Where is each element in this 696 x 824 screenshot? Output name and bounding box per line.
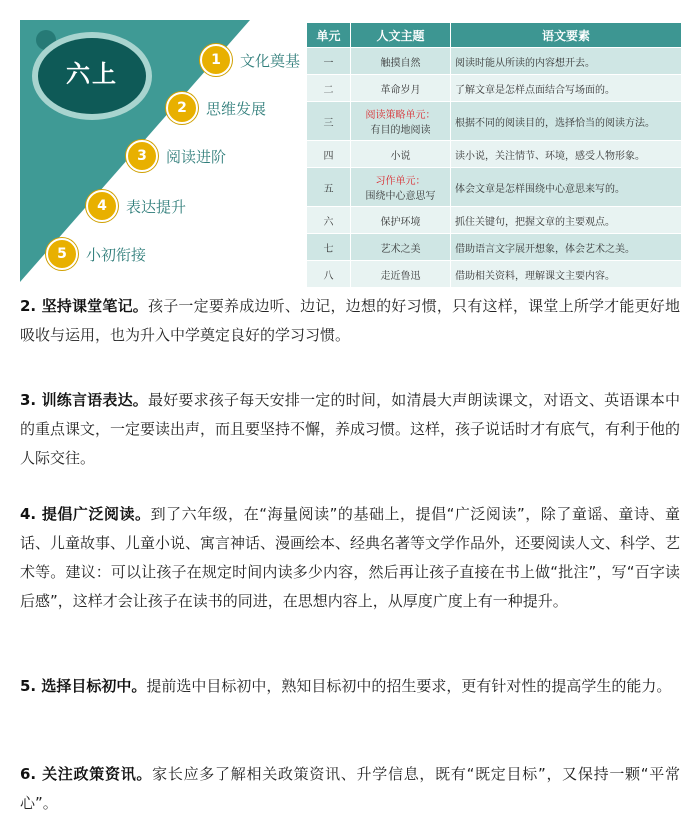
unit-cell: 三 [307,102,351,141]
step-label: 表达提升 [126,197,187,216]
element-cell: 读小说，关注情节、环境，感受人物形象。 [451,141,682,168]
table-row [307,234,682,261]
step-number-badge: 5 [46,238,78,270]
step-1 [200,44,300,76]
header-theme: 人文主题 [351,23,451,48]
unit-cell: 四 [307,141,351,168]
table-row [307,102,682,141]
step-number-badge: 2 [166,92,198,124]
header-element: 语文要素 [451,23,682,48]
unit-cell: 五 [307,168,351,207]
step-label: 思维发展 [206,99,267,118]
theme-cell: 触摸自然 [351,48,451,75]
table-row [307,48,682,75]
unit-cell: 七 [307,234,351,261]
theme-note: 围绕中心意思写 [365,191,436,202]
table-row [307,168,682,207]
paragraph-title: 3. 训练言语表达。 [20,391,149,409]
step-label: 小初衔接 [86,245,147,264]
unit-cell: 二 [307,75,351,102]
unit-table [306,22,682,288]
theme-highlight: 阅读策略单元： [365,110,436,121]
theme-note: 有目的地阅读 [370,125,431,136]
element-cell: 了解文章是怎样点面结合写场面的。 [451,75,682,102]
grade-six-graphic [20,20,300,282]
paragraph-body: 家长应多了解相关政策资讯、升学信息，既有“既定目标”，又保持一颗“平常心”。 [20,765,680,812]
table-row [307,141,682,168]
step-2 [166,92,266,124]
element-cell: 阅读时能从所读的内容想开去。 [451,48,682,75]
paragraph-body: 提前选中目标初中，熟知目标初中的招生要求，更有针对性的提高学生的能力。 [146,677,672,695]
theme-cell: 革命岁月 [351,75,451,102]
paragraph-title: 4. 提倡广泛阅读。 [20,505,151,523]
paragraph-body: 孩子一定要养成边听、边记，边想的好习惯，只有这样，课堂上所学才能更好地吸收与运用，也为升入中学奠定良好的学习习惯。 [20,297,681,344]
theme-cell: 保护环境 [351,207,451,234]
step-label: 阅读进阶 [166,147,227,166]
grade-badge: 六上 [66,60,118,88]
table-row [307,75,682,102]
step-number-badge: 1 [200,44,232,76]
element-cell: 借助语言文字展开想象，体会艺术之美。 [451,234,682,261]
step-label: 文化奠基 [240,51,300,70]
header-unit: 单元 [307,23,351,48]
step-4 [86,190,186,222]
element-cell: 借助相关资料，理解课文主要内容。 [451,261,682,288]
element-cell: 根据不同的阅读目的，选择恰当的阅读方法。 [451,102,682,141]
theme-highlight: 习作单元： [375,176,426,187]
theme-cell: 走近鲁迅 [351,261,451,288]
paragraph-2 [20,292,680,350]
paragraph-title: 6. 关注政策资讯。 [20,765,153,783]
paragraph-3 [20,386,680,473]
table-header-row [307,23,682,48]
unit-cell: 六 [307,207,351,234]
paragraph-title: 5. 选择目标初中。 [20,677,147,695]
unit-cell: 一 [307,48,351,75]
paragraph-4 [20,500,680,616]
element-cell: 抓住关键句，把握文章的主要观点。 [451,207,682,234]
theme-cell: 艺术之美 [351,234,451,261]
unit-cell: 八 [307,261,351,288]
step-number-badge: 4 [86,190,118,222]
theme-cell [351,102,451,141]
table-row [307,261,682,288]
step-3 [126,140,226,172]
paragraph-title: 2. 坚持课堂笔记。 [20,297,149,315]
theme-cell: 小说 [351,141,451,168]
theme-cell [351,168,451,207]
step-number-badge: 3 [126,140,158,172]
step-5 [46,238,146,270]
paragraph-body: 最好要求孩子每天安排一定的时间，如清晨大声朗读课文，对语文、英语课本中的重点课文，一定要读出声，而且要坚持不懈，养成习惯。这样，孩子说话时才有底气，有利于他的人际交往。 [20,391,681,467]
paragraph-6 [20,760,680,818]
paragraph-body: 到了六年级，在“海量阅读”的基础上，提倡“广泛阅读”，除了童谣、童诗、童话、儿童故事、儿童小说、寓言神话、漫画绘本、经典名著等文学作品外，还要阅读人文、科学、艺术等。建议：可以让孩子在规定时间内读多少内容，然后再让孩子直接在书上做“批注”，写“百字读后感”，这样才会让孩子在读书的同进，在思想内容上，从厚度广度上有一种提升。 [20,505,681,610]
table-row [307,207,682,234]
element-cell: 体会文章是怎样围绕中心意思来写的。 [451,168,682,207]
paragraph-5 [20,672,680,701]
